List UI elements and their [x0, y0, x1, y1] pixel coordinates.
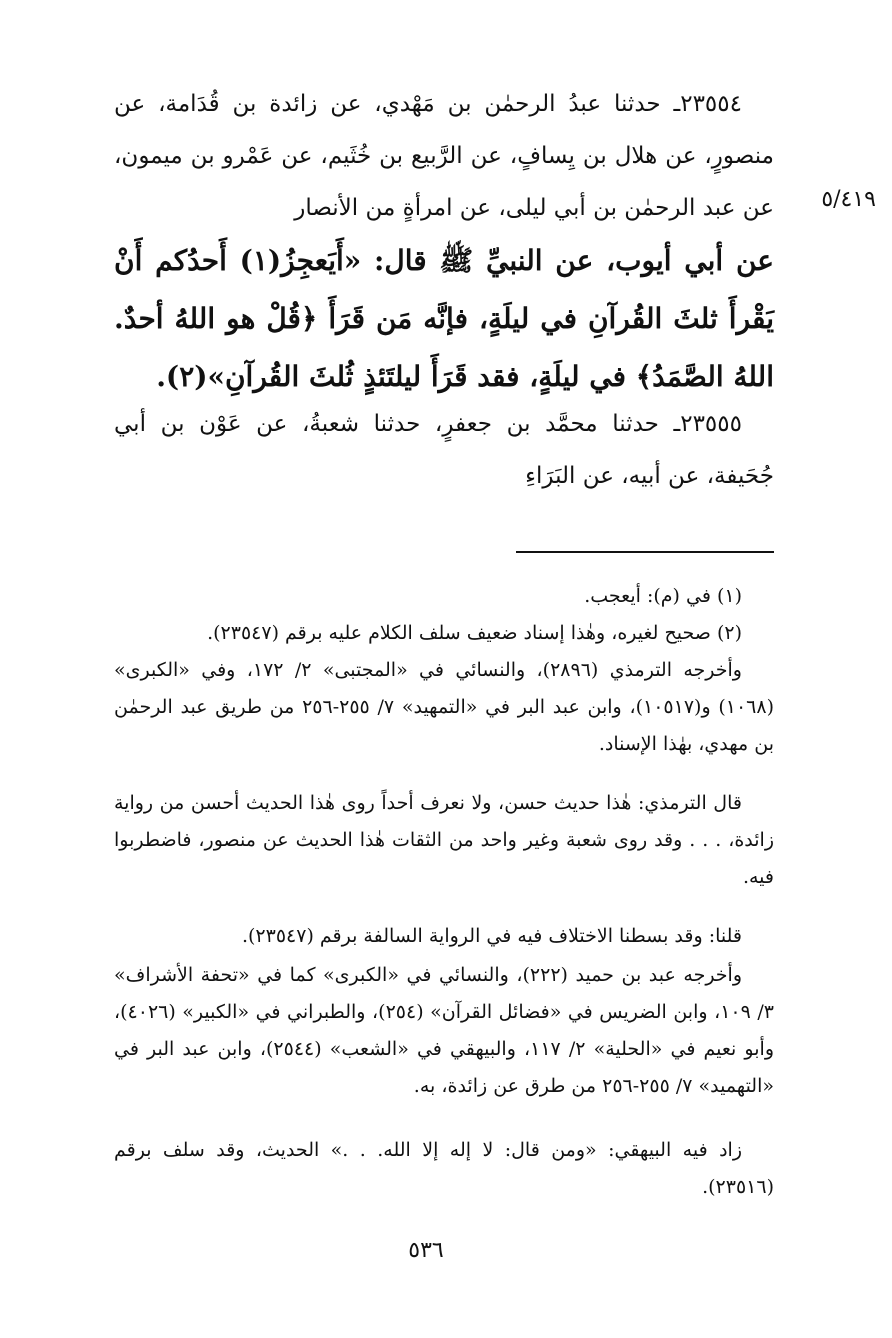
footnote-2-editors-note: قلنا: وقد بسطنا الاختلاف فيه في الرواية السالفة برقم (٢٣٥٤٧). [241, 925, 742, 947]
footnote-2: (٢) صحيح لغيره، وهٰذا إسناد ضعيف سلف الكلام عليه برقم (٢٣٥٤٧). [207, 622, 742, 644]
page-number: ٥٣٦ [408, 1238, 444, 1263]
footnote-2-tirmidhi-comment: قال الترمذي: هٰذا حديث حسن، ولا نعرف أحداً روى هٰذا الحديث أحسن من رواية زائدة، . . . وقد روى شعبة وغير واحد من الثقات هٰذا الحديث عن منصور، فاضطربوا فيه. [114, 792, 774, 888]
hadith-23554-matn: عن أبي أيوب، عن النبيِّ ﷺ قال: «أَيَعجِزُ(١) أَحدُكم أَنْ يَقْرأَ ثلثَ القُرآنِ في ليلَةٍ، فإنَّه مَن قَرَأَ ﴿قُلْ هو اللهُ أحدٌ. اللهُ الصَّمَدُ﴾ في ليلَةٍ، فقد قَرَأَ ليلتَئذٍ ثُلثَ القُرآنِ»(٢). [114, 244, 774, 393]
footnote-separator-line [516, 551, 774, 553]
margin-volume-page-reference: ٥/٤١٩ [821, 187, 876, 212]
footnote-1: (١) في (م): أيعجب. [584, 585, 742, 607]
footnote-2-bayhaqi-addition: زاد فيه البيهقي: «ومن قال: لا إله إلا الله. . .» الحديث، وقد سلف برقم (٢٣٥١٦). [114, 1139, 774, 1198]
hadith-23555-isnad: ٢٣٥٥٥ـ حدثنا محمَّد بن جعفرٍ، حدثنا شعبةُ، عن عَوْن بن أبي جُحَيفة، عن أبيه، عن البَرَاءِ [114, 411, 774, 489]
footnote-2-takhrij: وأخرجه الترمذي (٢٨٩٦)، والنسائي في «المجتبى» ٢/ ١٧٢، وفي «الكبرى» (١٠٦٨) و(١٠٥١٧)، وابن عبد البر في «التمهيد» ٧/ ٢٥٥-٢٥٦ من طريق عبد الرحمٰن بن مهدي، بهٰذا الإسناد. [114, 659, 775, 755]
footnote-2-further-takhrij: وأخرجه عبد بن حميد (٢٢٢)، والنسائي في «الكبرى» كما في «تحفة الأشراف» ٣/ ١٠٩، وابن الضريس في «فضائل القرآن» (٢٥٤)، والطبراني في «الكبير» (٤٠٢٦)، وأبو نعيم في «الحلية» ٢/ ١١٧، والبيهقي في «الشعب» (٢٥٤٤)، وابن عبد البر في «التهميد» ٧/ ٢٥٥-٢٥٦ من طرق عن زائدة، به. [114, 964, 774, 1097]
hadith-23554-isnad: ٢٣٥٥٤ـ حدثنا عبدُ الرحمٰن بن مَهْدي، عن زائدة بن قُدَامة، عن منصورٍ، عن هلال بن يِسافٍ، عن الرَّبيع بن خُثَيم، عن عَمْرو بن ميمون، عن عبد الرحمٰن بن أبي ليلى، عن امرأةٍ من الأنصار [114, 91, 774, 221]
